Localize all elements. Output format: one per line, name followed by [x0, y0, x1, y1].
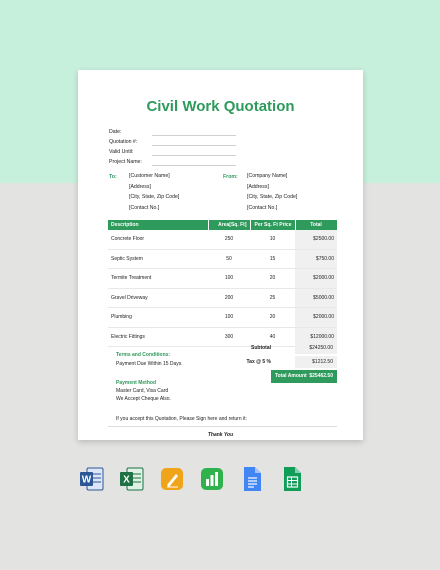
items-table	[108, 220, 338, 347]
tax-label: Tax @ 5 %	[246, 359, 271, 365]
col-total: Total	[295, 220, 337, 230]
cell-total: $12000.00	[295, 327, 337, 347]
tax-value: $1212.50	[295, 356, 337, 368]
cell-area: 200	[208, 288, 250, 308]
svg-text:X: X	[123, 474, 130, 486]
cell-description: Concrete Floor	[108, 230, 208, 249]
to-line: [City, State, Zip Code]	[129, 194, 180, 200]
payment-line: Master Card, Visa Card	[116, 388, 169, 394]
table-row	[108, 249, 337, 269]
cell-total: $2000.00	[295, 269, 337, 289]
cell-price: 40	[250, 327, 295, 347]
from-label: From:	[223, 174, 238, 180]
document-title: Civil Work Quotation	[146, 98, 295, 115]
col-price: Per Sq. Ft Price	[250, 220, 295, 230]
google-docs-icon[interactable]	[240, 466, 264, 492]
accept-text: If you accept this Quotation, Please Sign here and return it:	[116, 416, 247, 422]
cell-description: Electric Fittings	[108, 327, 208, 347]
meta-quotation-number: Quotation #:	[109, 137, 309, 147]
terms-heading: Terms and Conditions:	[116, 352, 171, 358]
table-row	[108, 230, 337, 249]
subtotal-value: $24250.00	[295, 342, 337, 354]
numbers-icon[interactable]	[200, 466, 224, 492]
to-address	[129, 171, 179, 213]
cell-area: 100	[208, 308, 250, 328]
signature-divider	[108, 426, 337, 427]
cell-description: Termite Treatment	[108, 269, 208, 289]
pages-icon[interactable]	[160, 466, 184, 492]
payment-heading: Payment Method	[116, 380, 157, 386]
cell-area: 300	[208, 327, 250, 347]
cell-description: Plumbing	[108, 308, 208, 328]
from-line: [Company Name]	[247, 173, 288, 179]
total-amount-value: $25462.50	[309, 373, 333, 379]
table-row	[108, 308, 337, 328]
cell-total: $750.00	[295, 249, 337, 269]
cell-area: 100	[208, 269, 250, 289]
quotation-document	[78, 70, 363, 440]
excel-icon[interactable]	[120, 466, 144, 492]
cell-area: 50	[208, 249, 250, 269]
to-label: To:	[109, 174, 117, 180]
meta-fields	[109, 127, 309, 167]
table-row	[108, 288, 337, 308]
meta-date: Date:	[109, 127, 309, 137]
app-icons-row	[80, 466, 320, 496]
cell-area: 250	[208, 230, 250, 249]
col-area: Area[Sq. Ft]	[208, 220, 250, 230]
to-line: [Contact No.]	[129, 204, 160, 211]
cell-description: Septic System	[108, 249, 208, 269]
cell-total: $2500.00	[295, 230, 337, 249]
total-amount-label: Total Amount	[275, 373, 307, 379]
thank-you: Thank You	[207, 432, 234, 438]
cell-total: $5000.00	[295, 288, 337, 308]
svg-text:W: W	[81, 474, 92, 486]
from-line: [City, State, Zip Code]	[247, 194, 298, 200]
cell-price: 15	[250, 249, 295, 269]
payment-line: We Accept Cheque Also.	[116, 396, 171, 402]
cell-price: 10	[250, 230, 295, 249]
cell-price: 20	[250, 269, 295, 289]
cell-total: $2000.00	[295, 308, 337, 328]
col-description: Description	[108, 220, 208, 230]
from-line: [Contact No.]	[247, 204, 278, 211]
from-line: [Address]	[247, 183, 269, 190]
subtotal-label: Subtotal	[251, 345, 271, 351]
meta-valid-until: Valid Until:	[109, 147, 309, 157]
to-line: [Customer Name]	[129, 173, 170, 179]
meta-project-name: Project Name:	[109, 157, 309, 167]
table-header-row	[108, 220, 337, 230]
terms-text: Payment Due Within 15 Days.	[116, 361, 183, 367]
table-row	[108, 269, 337, 289]
cell-description: Gravel Driveway	[108, 288, 208, 308]
cell-price: 25	[250, 288, 295, 308]
google-sheets-icon[interactable]	[280, 466, 304, 492]
word-icon[interactable]	[80, 466, 104, 492]
to-line: [Address]	[129, 183, 151, 190]
from-address	[247, 171, 297, 213]
cell-price: 20	[250, 308, 295, 328]
